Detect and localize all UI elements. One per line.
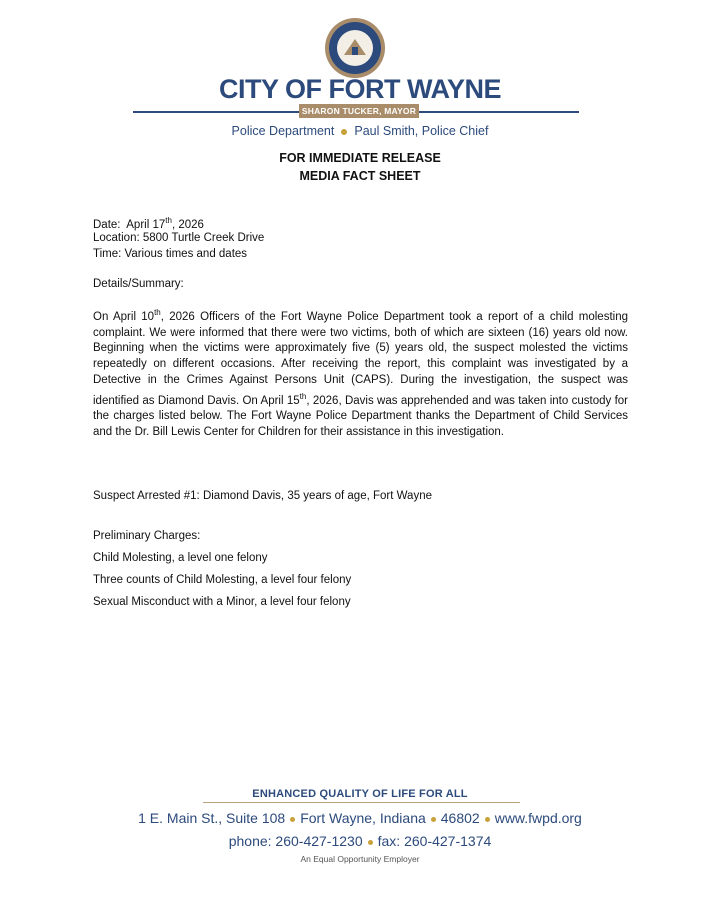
bullet-dot-icon: [368, 840, 373, 845]
bullet-dot-icon: [290, 817, 295, 822]
website-link[interactable]: www.fwpd.org: [494, 810, 582, 826]
summary-sup-2: th: [299, 391, 307, 401]
police-chief: Paul Smith, Police Chief: [354, 124, 489, 138]
fact-sheet-heading: MEDIA FACT SHEET: [299, 169, 421, 183]
charge-item: Three counts of Child Molesting, a level four felony: [93, 574, 352, 586]
department-name: Police Department: [231, 124, 335, 138]
summary-part-2: , 2026 Officers of the Fort Wayne Police Department took a report of a child molesting complaint. We were informed that there were two victims, both of which are sixteen (16) years old now. Beginning when the victims were approximately five (5) years old, the suspect molested the victims repeatedly on different occasions. After receiving the report, this complaint was investigated by a Detective in the Crimes Against Persons Unit (CAPS). During the investigation, the suspect was identified as Diamond Davis. On April 15: [93, 310, 628, 407]
footer-address-line: [0, 810, 720, 826]
date-suffix: th: [165, 216, 172, 225]
release-heading: FOR IMMEDIATE RELEASE: [279, 151, 441, 165]
letterhead-rule-right: [419, 111, 579, 113]
date-label: Date:: [93, 218, 121, 231]
footer-rule: [203, 802, 520, 803]
city-name-heading: CITY OF FORT WAYNE: [218, 74, 502, 104]
time-line: Time: Various times and dates: [93, 248, 248, 260]
fax-number: fax: 260-427-1374: [377, 833, 492, 849]
date-line: [93, 216, 204, 231]
department-line: [0, 124, 720, 138]
letterhead-rule-left: [133, 111, 299, 113]
city-seal-icon: [324, 17, 386, 79]
mayor-banner: SHARON TUCKER, MAYOR: [299, 104, 419, 118]
suspect-line: Suspect Arrested #1: Diamond Davis, 35 years of age, Fort Wayne: [93, 490, 432, 502]
bullet-dot-icon: [431, 817, 436, 822]
street-address: 1 E. Main St., Suite 108: [138, 810, 286, 826]
charges-heading: Preliminary Charges:: [93, 530, 201, 542]
date-year: , 2026: [171, 218, 204, 231]
footer-tagline: ENHANCED QUALITY OF LIFE FOR ALL: [252, 788, 468, 800]
summary-paragraph: [93, 305, 628, 441]
charge-item: Sexual Misconduct with a Minor, a level four felony: [93, 596, 351, 608]
date-value: April 17: [126, 218, 166, 231]
footer-contact-line: [0, 833, 720, 849]
summary-sup-1: th: [154, 308, 161, 317]
location-line: Location: 5800 Turtle Creek Drive: [93, 232, 265, 244]
charge-item: Child Molesting, a level one felony: [93, 552, 268, 564]
bullet-dot-icon: [341, 129, 347, 135]
phone-number: phone: 260-427-1230: [228, 833, 363, 849]
details-heading: Details/Summary:: [93, 278, 184, 290]
summary-part-3: , 2026, Davis was apprehended and was taken into custody for the charges listed below. The Fort Wayne Police Department thanks the Department of Child Services and the Dr. Bill Lewis Center for Children for their assistance in this investigation.: [93, 394, 628, 439]
city-state: Fort Wayne, Indiana: [300, 810, 426, 826]
equal-opportunity-note: An Equal Opportunity Employer: [300, 854, 420, 864]
bullet-dot-icon: [485, 817, 490, 822]
zip-code: 46802: [440, 810, 480, 826]
summary-part-1: On April 10: [93, 310, 155, 323]
